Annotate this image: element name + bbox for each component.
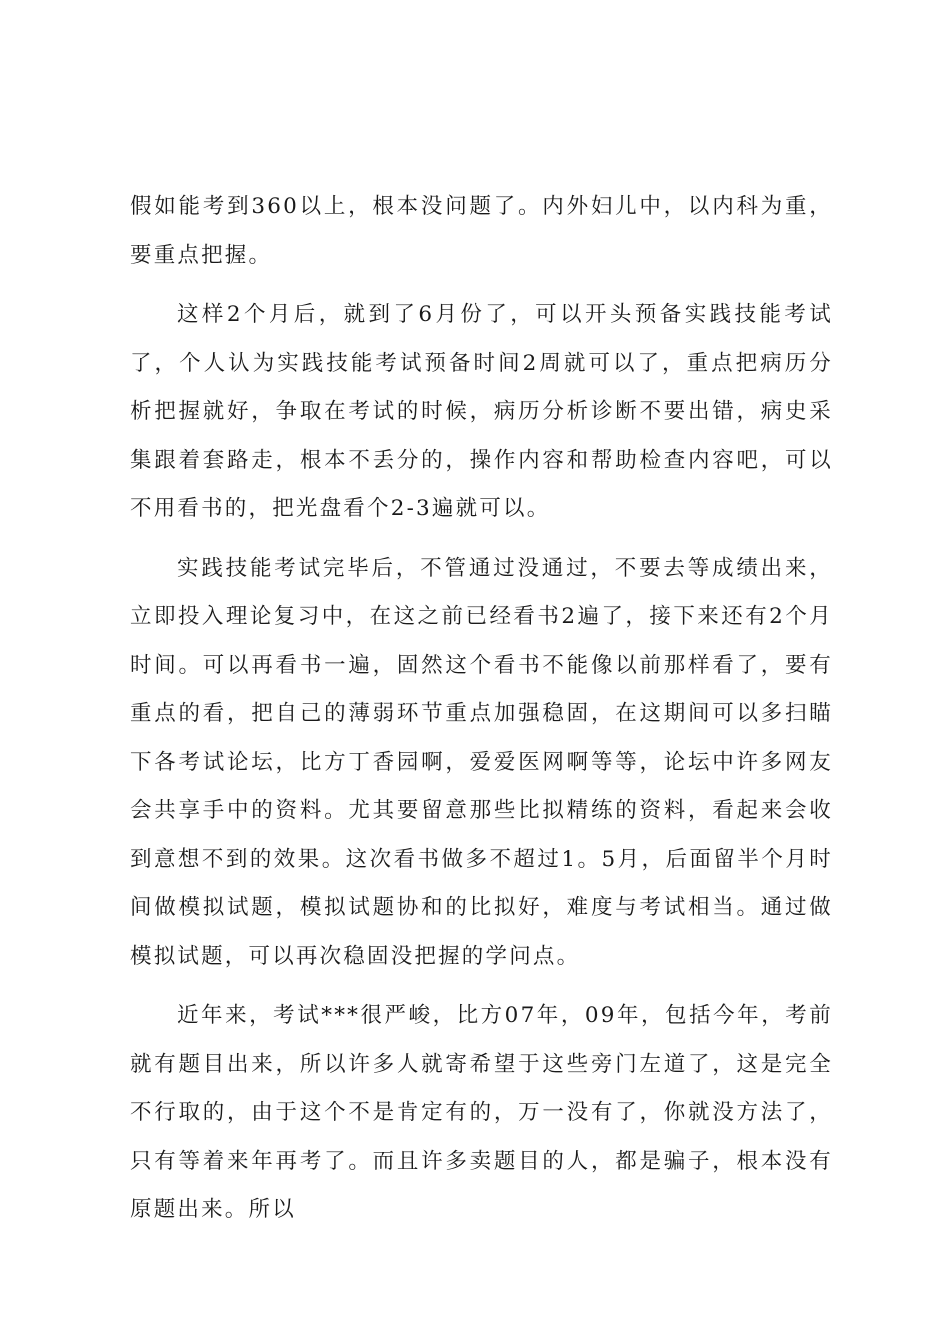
paragraph-4: 近年来，考试***很严峻，比方07年，09年，包括今年，考前就有题目出来，所以许多人就寄希望于这些旁门左道了，这是完全不行取的，由于这个不是肯定有的，万一没有了，你就没方法了，只有等着来年再考了。而且许多卖题目的人，都是骗子，根本没有原题出来。所以 [130, 1003, 833, 1222]
document-body [130, 183, 833, 1246]
paragraph-2: 这样2个月后，就到了6月份了，可以开头预备实践技能考试了，个人认为实践技能考试预备时间2周就可以了，重点把病历分析把握就好，争取在考试的时候，病历分析诊断不要出错，病史采集跟着套路走，根本不丢分的，操作内容和帮助检查内容吧，可以不用看书的，把光盘看个2-3遍就可以。 [130, 302, 833, 521]
paragraph-1: 假如能考到360以上，根本没问题了。内外妇儿中，以内科为重，要重点把握。 [130, 194, 833, 268]
paragraph-3: 实践技能考试完毕后，不管通过没通过，不要去等成绩出来，立即投入理论复习中，在这之前已经看书2遍了，接下来还有2个月时间。可以再看书一遍，固然这个看书不能像以前那样看了，要有重点的看，把自己的薄弱环节重点加强稳固，在这期间可以多扫瞄下各考试论坛，比方丁香园啊，爱爱医网啊等等，论坛中许多网友会共享手中的资料。尤其要留意那些比拟精练的资料，看起来会收到意想不到的效果。这次看书做多不超过1。5月，后面留半个月时间做模拟试题，模拟试题协和的比拟好，难度与考试相当。通过做模拟试题，可以再次稳固没把握的学问点。 [130, 555, 833, 969]
